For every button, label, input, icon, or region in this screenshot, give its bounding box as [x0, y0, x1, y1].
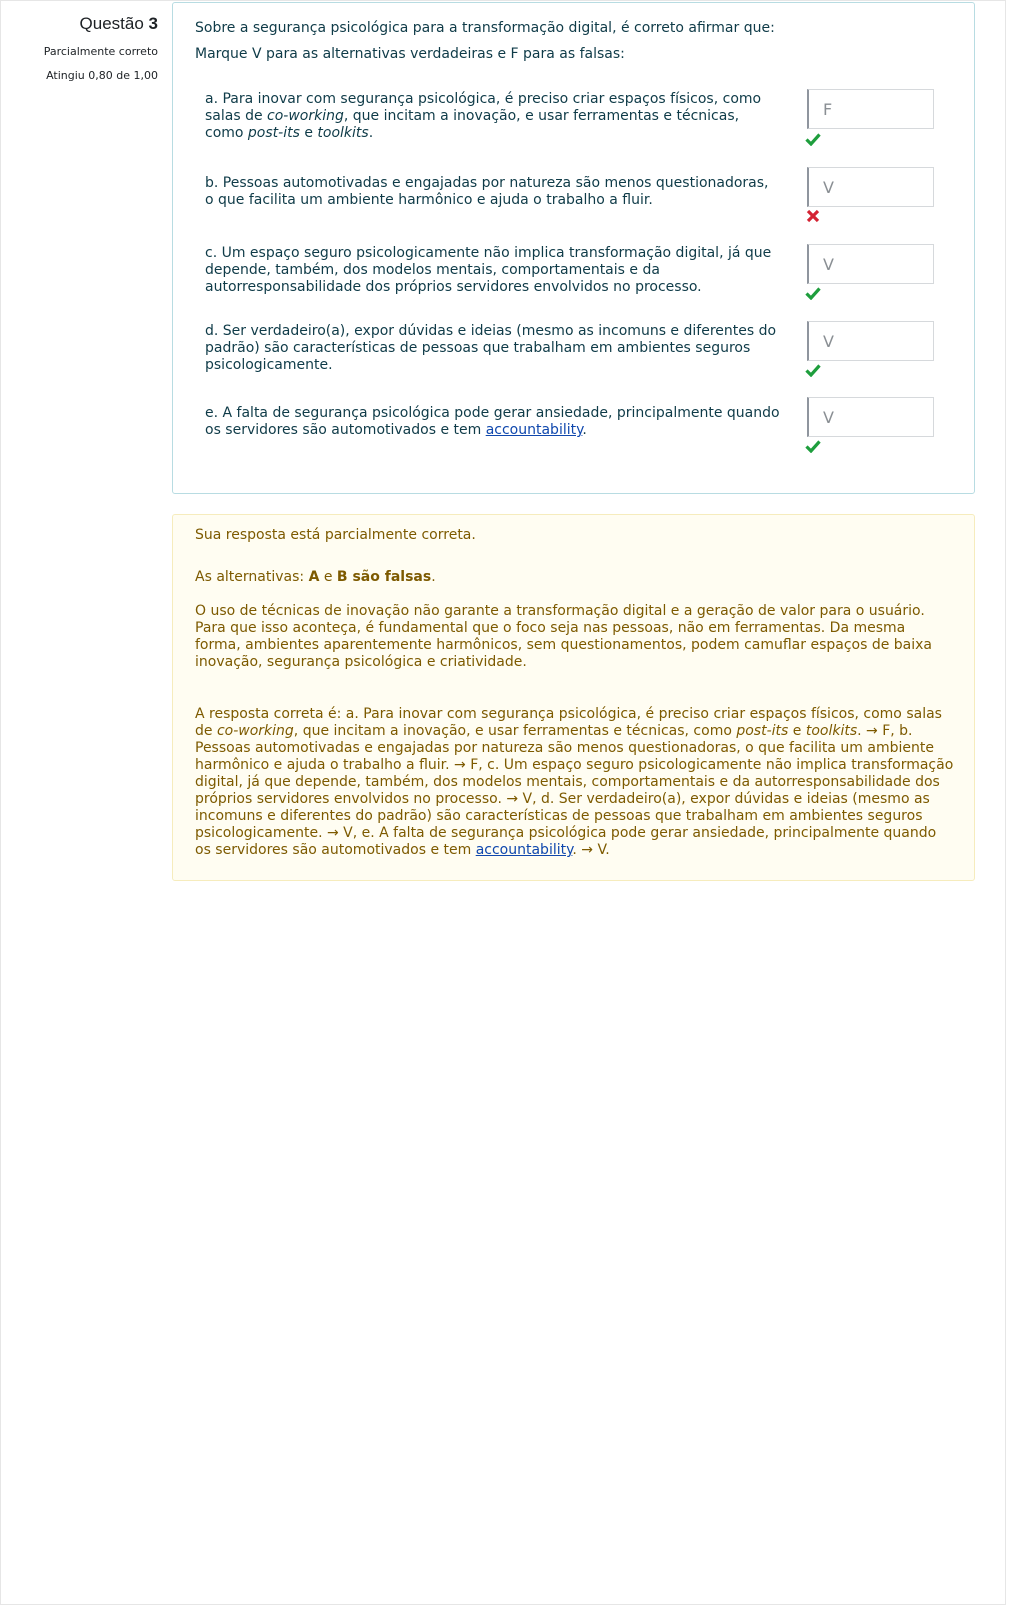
answer-select-c[interactable]: V — [807, 244, 934, 284]
statement-c: c. Um espaço seguro psicologicamente não implica transformação digital, já que depende, também, dos modelos mentais, comportamentais e da autorresponsabilidade dos próprios servidores envolvidos no processo. — [205, 245, 772, 295]
check-icon — [805, 439, 821, 453]
check-icon — [805, 286, 821, 300]
accountability-link[interactable]: accountability — [475, 842, 573, 858]
statement-d: d. Ser verdadeiro(a), expor dúvidas e ideias (mesmo as incomuns e diferentes do padrão) são características de pessoas que trabalham em ambientes seguros psicologicamente. — [205, 323, 777, 373]
question-state: Parcialmente correto — [43, 45, 158, 58]
right-answer: A resposta correta é: a. Para inovar com segurança psicológica, é preciso criar espaços físicos, como salas de co-working, que incitam a inovação, e usar ferramentas e técnicas, como post-its e toolkits. → F, b. Pessoas automotivadas e engajadas por natureza são menos questionadoras, o que facilita um ambiente harmônico e ajuda o trabalho a fluir. → F, c. Um espaço seguro psicologicamente não implica transformação digital, já que depende, também, dos modelos mentais, comportamentais e da autorresponsabilidade dos próprios servidores envolvidos no processo. → V, d. Ser verdadeiro(a), expor dúvidas e ideias (mesmo as incomuns e diferentes do padrão) são características de pessoas que trabalham em ambientes seguros psicologicamente. → V, e. A falta de segurança psicológica pode gerar ansiedade, principalmente quando os servidores são automotivados e tem accountability. → V. — [195, 706, 954, 858]
question-grade: Atingiu 0,80 de 1,00 — [46, 69, 158, 82]
question-info — [0, 14, 158, 82]
answer-select-a[interactable]: F — [807, 89, 934, 129]
alternatives-feedback: As alternativas: A e B são falsas. — [195, 569, 436, 585]
partial-feedback: Sua resposta está parcialmente correta. — [195, 527, 476, 543]
statement-b: b. Pessoas automotivadas e engajadas por natureza são menos questionadoras, o que facilita um ambiente harmônico e ajuda o trabalho a fluir. — [205, 175, 769, 208]
cross-icon — [805, 209, 821, 223]
statement-a: a. Para inovar com segurança psicológica, é preciso criar espaços físicos, como salas de co-working, que incitam a inovação, e usar ferramentas e técnicas, como post-its e toolkits. — [205, 91, 762, 141]
check-icon — [805, 132, 821, 146]
check-icon — [805, 363, 821, 377]
feedback-box — [172, 514, 975, 881]
accountability-link[interactable]: accountability — [485, 422, 583, 438]
answer-select-d[interactable]: V — [807, 321, 934, 361]
answer-select-e[interactable]: V — [807, 397, 934, 437]
question-instruction: Marque V para as alternativas verdadeiras e F para as falsas: — [195, 46, 625, 62]
answer-select-b[interactable]: V — [807, 167, 934, 207]
explanation: O uso de técnicas de inovação não garante a transformação digital e a geração de valor para o usuário. Para que isso aconteça, é fundamental que o foco seja nas pessoas, não em ferramentas. Da mesma forma, ambientes aparentemente harmônicos, sem questionamentos, podem camuflar espaços de baixa inovação, segurança psicológica e criatividade. — [195, 603, 933, 670]
question-text — [195, 15, 775, 67]
question-number: Questão 3 — [79, 14, 158, 33]
question-prompt: Sobre a segurança psicológica para a transformação digital, é correto afirmar que: — [195, 20, 775, 36]
statement-e: e. A falta de segurança psicológica pode gerar ansiedade, principalmente quando os servidores são automotivados e tem accountability. — [205, 405, 780, 438]
question-content — [172, 2, 975, 494]
